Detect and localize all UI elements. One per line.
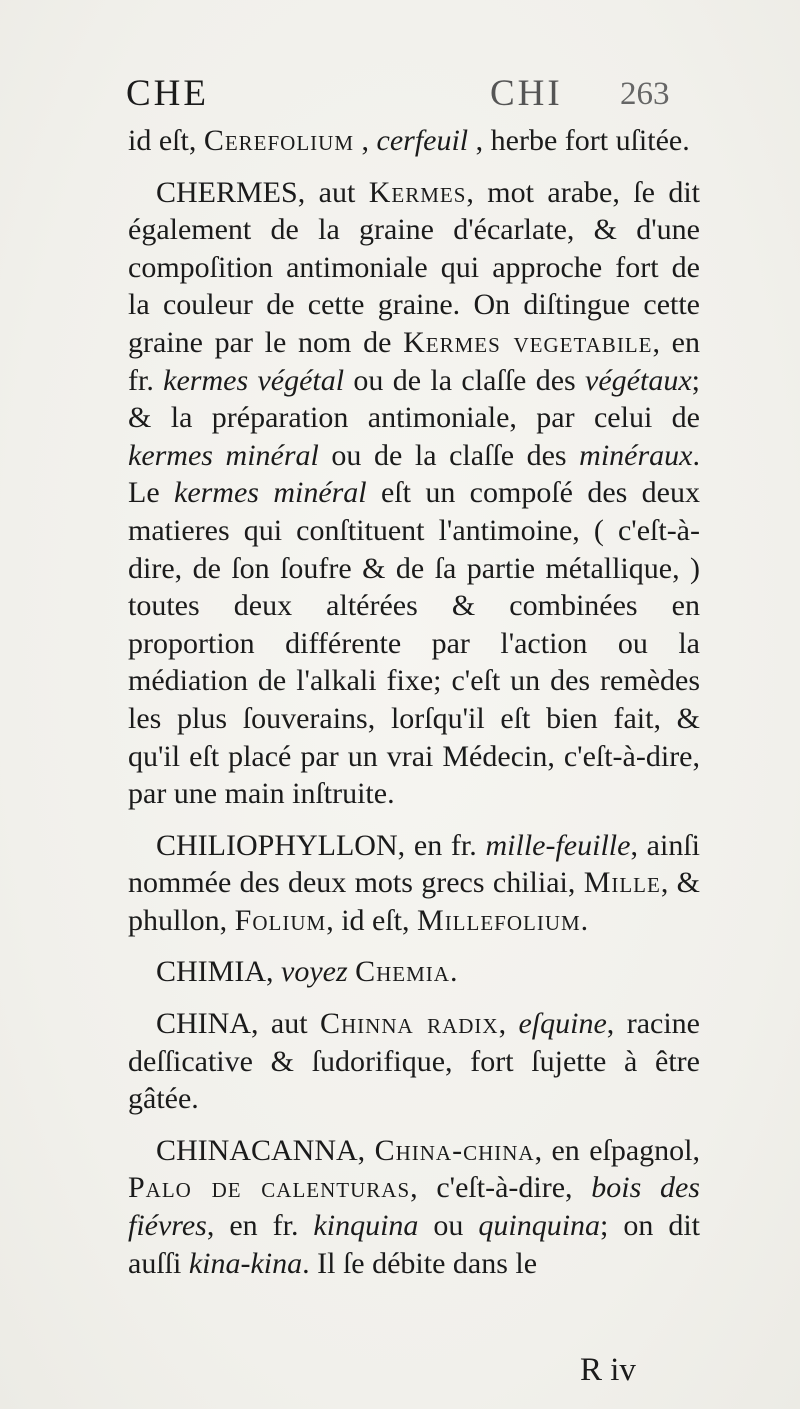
entry-chiliophyllon: CHILIOPHYLLON, en fr. mille-feuille, ainſi nommée des deux mots grecs chiliai, Mille, & phullon, Folium, id eſt, Millefolium. bbox=[128, 828, 701, 937]
header-right-word: CHI bbox=[490, 73, 563, 114]
headword-chinacanna: CHINACANNA bbox=[156, 1133, 358, 1167]
entry-china: CHINA, aut Chinna radix, eſquine, racine deſſicative & ſudorifique, fort ſujette à être gâtée. bbox=[128, 1007, 700, 1116]
header-left-word: CHE bbox=[126, 73, 209, 114]
entry-chimia: CHIMIA, voyez Chemia. bbox=[156, 955, 458, 989]
term-cerefolium: Cerefolium bbox=[203, 124, 355, 157]
entry-chermes: CHERMES, aut Kermes, mot arabe, ſe dit également de la graine d'écarlate, & d'une compoſition antimoniale qui approche fort de la couleur de cette graine. On diſtingue cette graine par le nom de Kermes vegetabile, en fr. kermes végétal ou de la claſſe des végétaux; & la préparation antimoniale, par celui de kermes minéral ou de la claſſe des minéraux. Le kermes minéral eſt un compoſé des deux matieres qui conſtituent l'antimoine, ( c'eſt-à-dire, de ſon ſoufre & de ſa partie métallique, ) toutes deux altérées & combinées en proportion différente par l'action ou la médiation de l'alkali fixe; c'eſt un des remèdes les plus ſouverains, lorſqu'il eſt bien fait, & qu'il eſt placé par un vrai Médecin, c'eſt-à-dire, par une main inſtruite. bbox=[128, 175, 700, 811]
running-header bbox=[0, 72, 800, 128]
headword-china: CHINA bbox=[156, 1007, 251, 1041]
headword-chiliophyllon: CHILIOPHYLLON bbox=[156, 828, 398, 862]
page-number: 263 bbox=[620, 76, 670, 112]
headword-chimia: CHIMIA bbox=[156, 955, 266, 989]
french-cerfeuil: cerfeuil bbox=[376, 124, 469, 157]
headword-chermes: CHERMES bbox=[156, 175, 298, 209]
entry-chinacanna: CHINACANNA, China-china, en eſpagnol, Palo de calenturas, c'eſt-à-dire, bois des fiévres, en fr. kinquina ou quinquina; on dit auſſi kina-kina. Il ſe débite dans le bbox=[128, 1133, 700, 1280]
dictionary-text bbox=[128, 122, 700, 1282]
entry-cerefolium-continuation: id eſt, Cerefolium , cerfeuil , herbe fort uſitée. bbox=[128, 124, 690, 157]
signature-mark: R iv bbox=[580, 1352, 636, 1388]
